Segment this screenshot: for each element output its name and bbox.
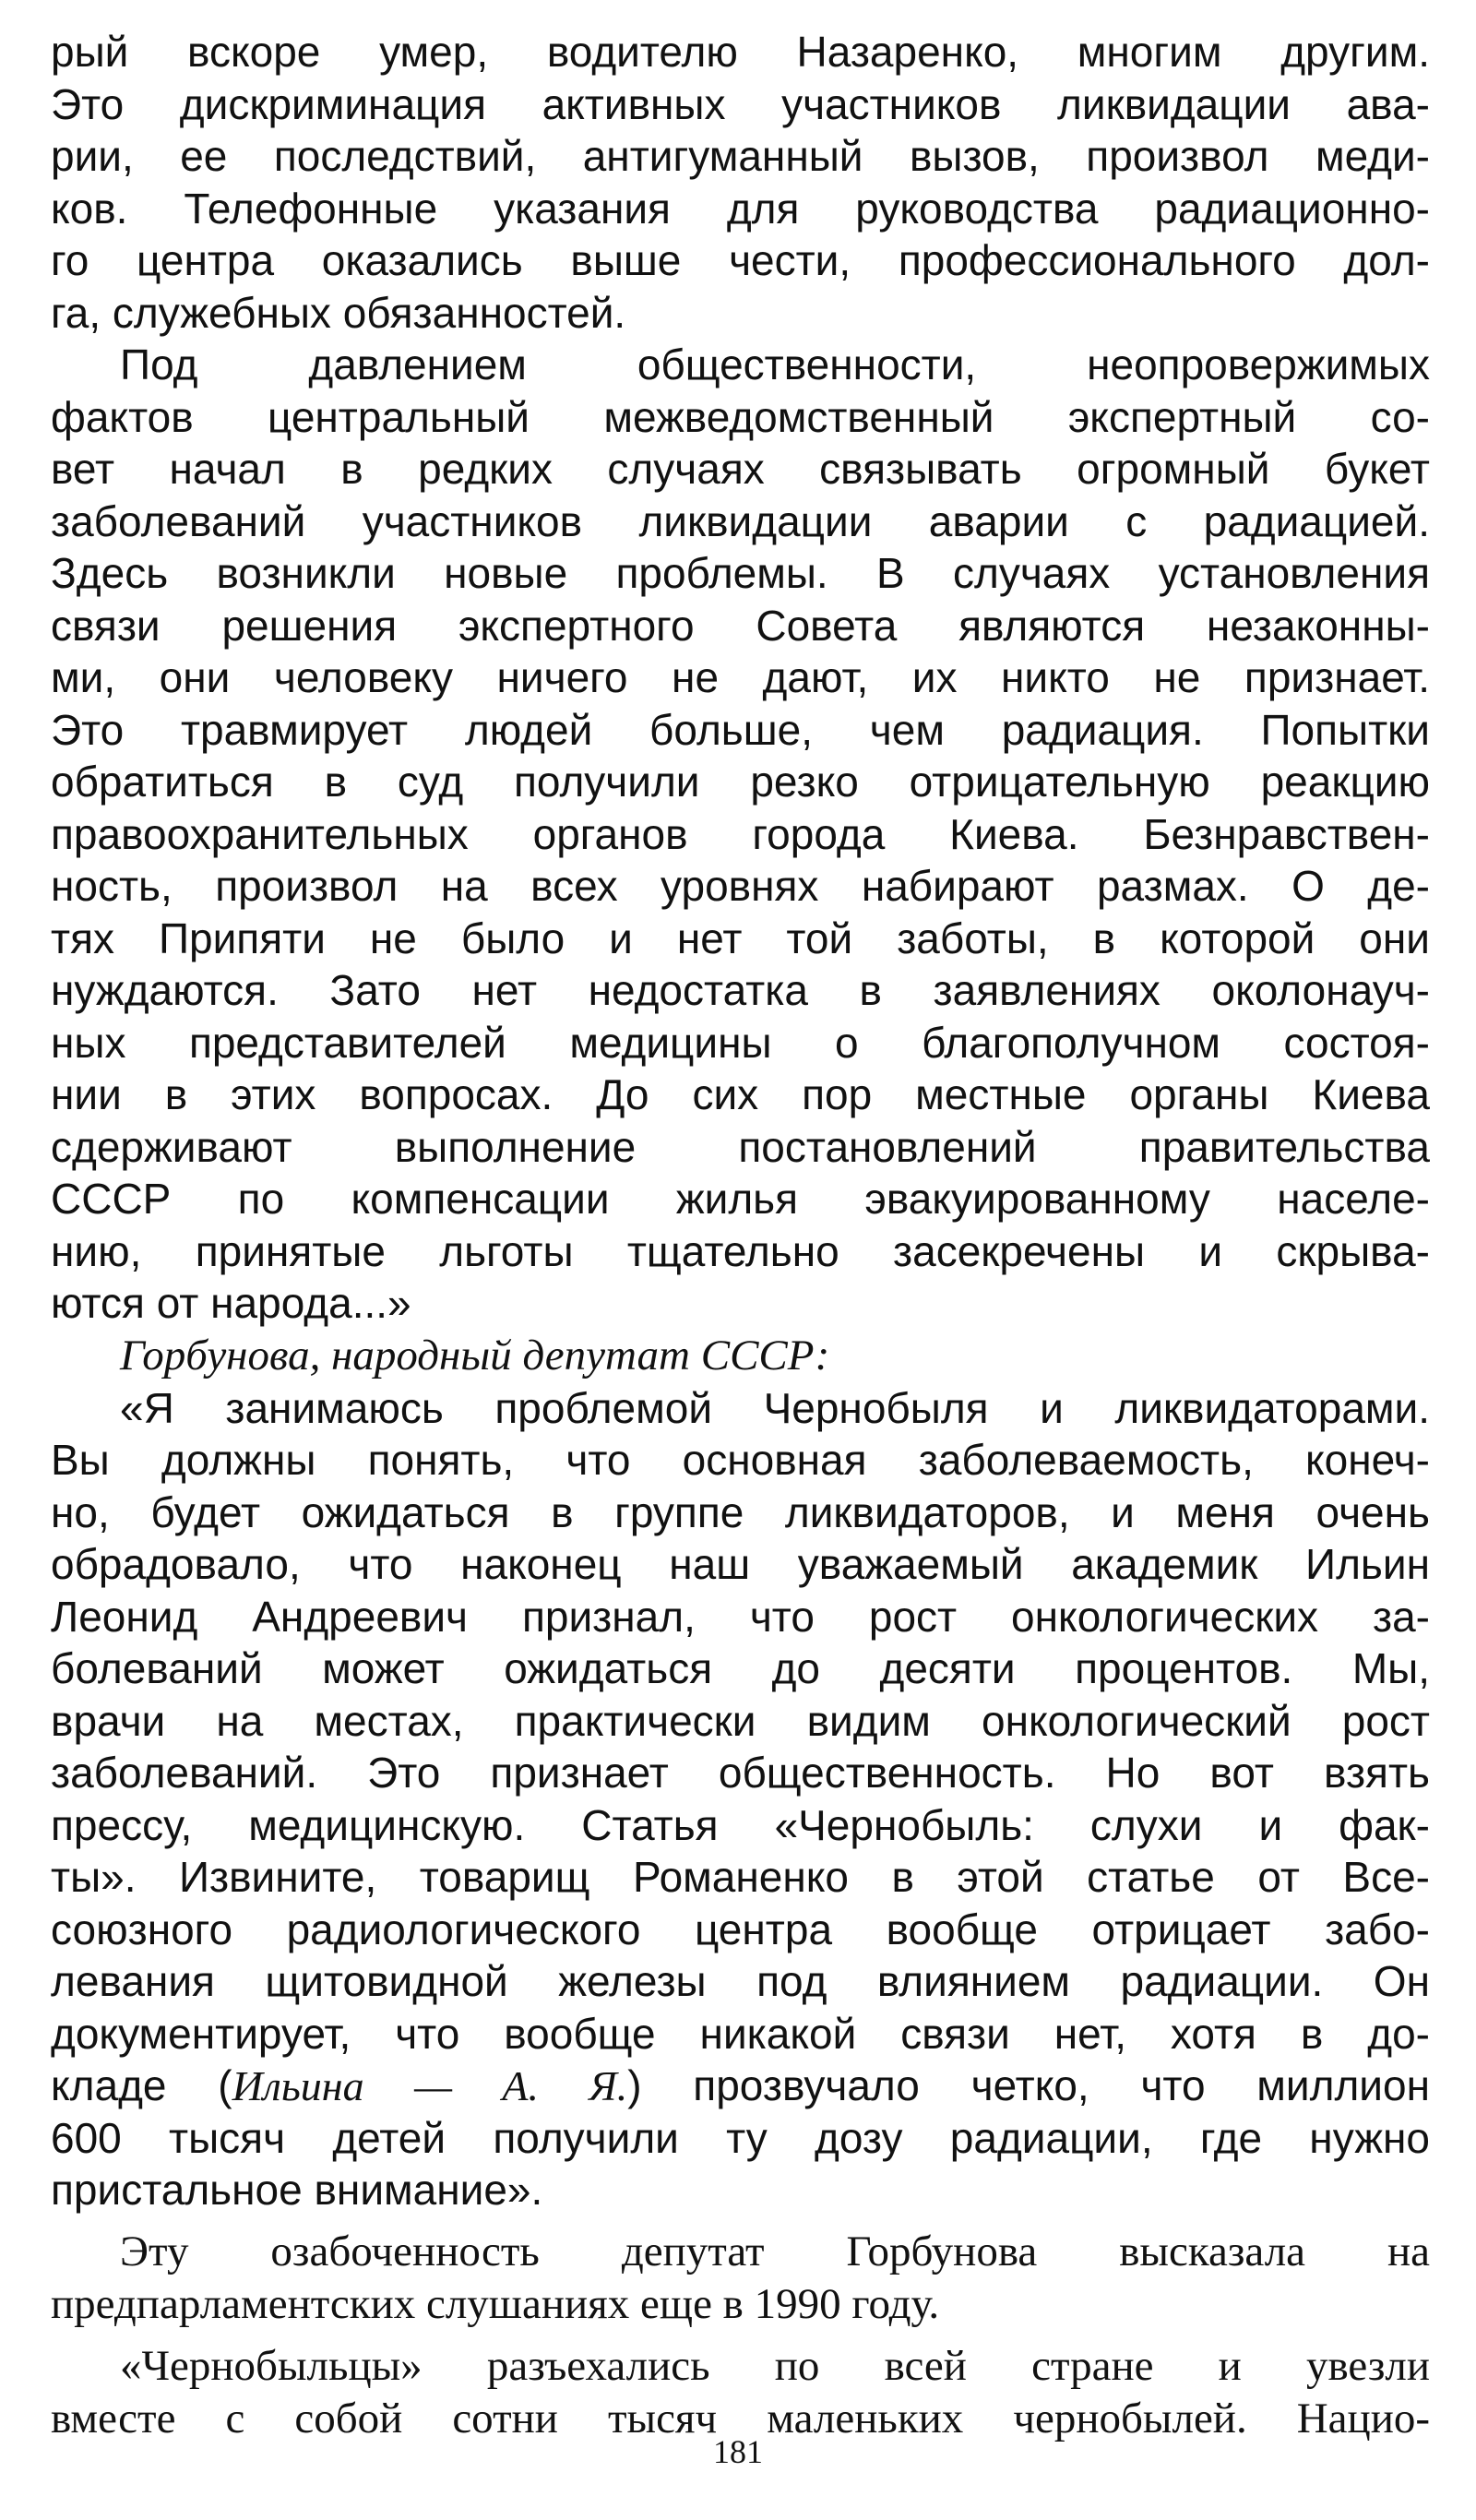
paragraph-2 [51, 339, 1430, 1330]
text-line: обратиться в суд получили резко отрицательную реакцию [51, 758, 1430, 806]
text-line: ков. Телефонные указания для руководства радиационно- [51, 184, 1430, 233]
text-line: но, будет ожидаться в группе ликвидаторов, и меня очень [51, 1487, 1430, 1536]
paragraph-gap [51, 2216, 1430, 2226]
text-line: связи решения экспертного Совета являются незаконны- [51, 601, 1430, 650]
text-line: тях Припяти не было и нет той заботы, в которой они [51, 914, 1430, 962]
text-line: обрадовало, что наконец наш уважаемый академик Ильин [51, 1540, 1430, 1588]
text-line: рый вскоре умер, водителю Назаренко, многим другим. [51, 28, 1430, 76]
paragraph-gap [51, 2331, 1430, 2340]
speaker-attribution: Горбунова, народный депутат СССР: [120, 1331, 830, 1379]
text-fragment: ) прозвучало четко, что миллион [627, 2061, 1430, 2109]
text-line: вместе с собой сотни тысяч маленьких чернобылей. Нацио- [51, 2394, 1430, 2442]
text-line: нуждаются. Зато нет недостатка в заявлениях околонауч- [51, 966, 1430, 1014]
paragraph-5 [51, 2340, 1430, 2445]
text-line: заболеваний участников ликвидации аварии с радиацией. [51, 496, 1430, 545]
text-line: ются от народа...» [51, 1279, 411, 1327]
text-line: прессу, медицинскую. Статья «Чернобыль: слухи и фак- [51, 1800, 1430, 1849]
text-line: союзного радиологического центра вообще отрицает забо- [51, 1905, 1430, 1953]
document-page [51, 26, 1430, 2445]
text-line: «Чернобыльцы» разъехались по всей стране и увезли [120, 2341, 1430, 2390]
text-line: предпарламентских слушаниях еще в 1990 году. [51, 2279, 940, 2328]
text-line-with-citation [51, 2060, 1430, 2112]
text-line: ных представителей медицины о благополучном состоя- [51, 1018, 1430, 1067]
text-line: болеваний может ожидаться до десяти процентов. Мы, [51, 1644, 1430, 1692]
paragraph-1 [51, 26, 1430, 339]
text-line: Леонид Андреевич признал, что рост онкологических за- [51, 1592, 1430, 1641]
text-line: Вы должны понять, что основная заболеваемость, конеч- [51, 1436, 1430, 1484]
text-line: «Я занимаюсь проблемой Чернобыля и ликвидаторами. [120, 1383, 1430, 1432]
text-line: левания щитовидной железы под влиянием радиации. Он [51, 1957, 1430, 2005]
author-citation: Ильина — А. Я. [232, 2062, 628, 2109]
text-line: Это травмирует людей больше, чем радиация. Попытки [51, 705, 1430, 754]
text-line: га, служебных обязанностей. [51, 288, 626, 337]
text-line: ми, они человеку ничего не дают, их никто не признает. [51, 653, 1430, 701]
paragraph-4 [51, 2226, 1430, 2331]
text-line: заболеваний. Это признает общественность. Но вот взять [51, 1749, 1430, 1797]
text-line: пристальное внимание». [51, 2166, 543, 2214]
text-line: фактов центральный межведомственный экспертный со- [51, 392, 1430, 441]
text-line: Под давлением общественности, неопровержимых [120, 340, 1430, 388]
text-line: Эту озабоченность депутат Горбунова высказала на [120, 2227, 1430, 2275]
text-line: нию, принятые льготы тщательно засекречены и скрыва- [51, 1226, 1430, 1275]
text-line: документирует, что вообще никакой связи нет, хотя в до- [51, 2009, 1430, 2058]
text-line: СССР по компенсации жилья эвакуированному населе- [51, 1175, 1430, 1223]
text-line: врачи на местах, практически видим онкологический рост [51, 1696, 1430, 1745]
text-line: Это дискриминация активных участников ликвидации ава- [51, 79, 1430, 128]
text-line: ность, произвол на всех уровнях набирают размах. О де- [51, 862, 1430, 910]
text-line: ты». Извините, товарищ Романенко в этой статье от Все- [51, 1853, 1430, 1901]
text-line: нии в этих вопросах. До сих пор местные органы Киева [51, 1070, 1430, 1118]
text-fragment: кладе ( [51, 2061, 232, 2109]
text-line: вет начал в редких случаях связывать огромный букет [51, 445, 1430, 493]
text-line: го центра оказались выше чести, профессионального дол- [51, 236, 1430, 284]
page-number: 181 [713, 2433, 763, 2470]
paragraph-3-quote [51, 1382, 1430, 2216]
text-line: правоохранительных органов города Киева. Безнравствен- [51, 809, 1430, 858]
text-line: 600 тысяч детей получили ту дозу радиации, где нужно [51, 2113, 1430, 2162]
text-line: рии, ее последствий, антигуманный вызов, произвол меди- [51, 132, 1430, 180]
text-line: Здесь возникли новые проблемы. В случаях установления [51, 549, 1430, 597]
text-line: сдерживают выполнение постановлений правительства [51, 1122, 1430, 1171]
